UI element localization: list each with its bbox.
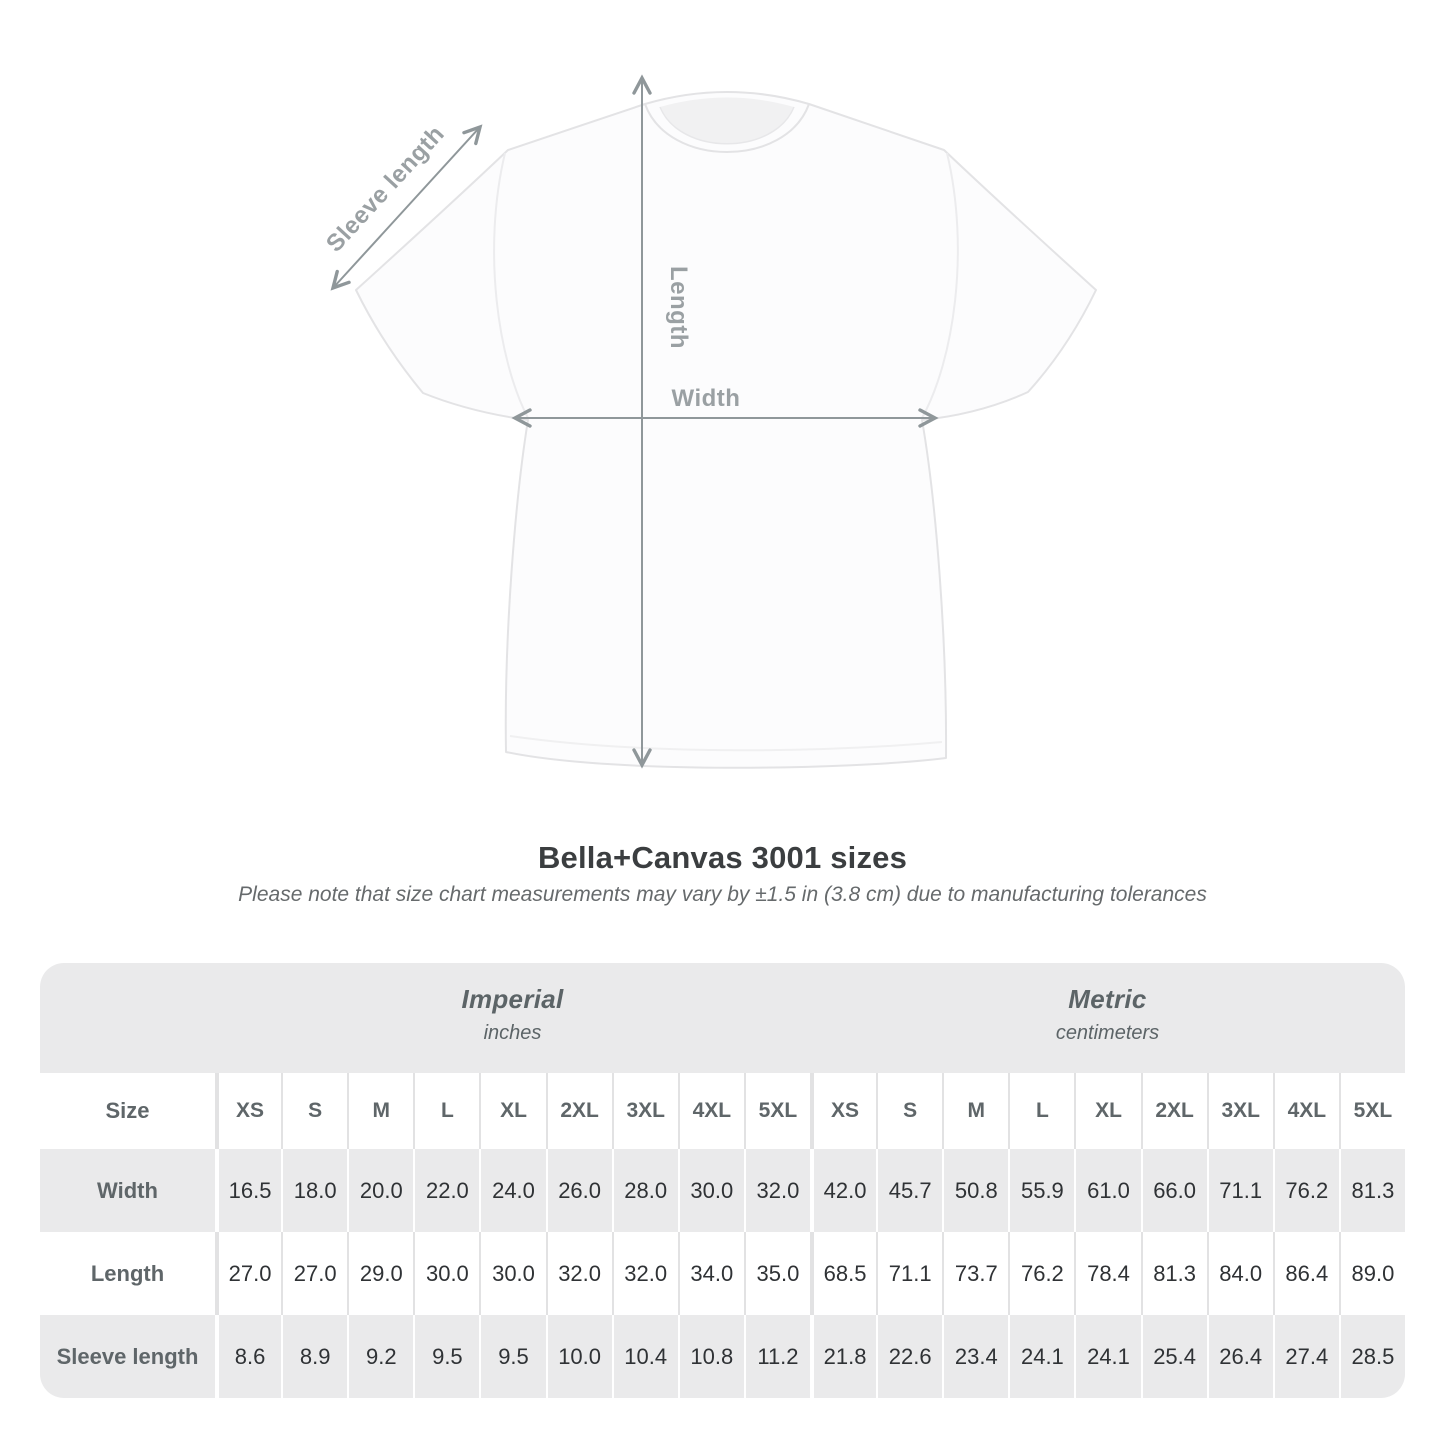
sleeve-length-value-cell: 24.1 [1074,1315,1140,1398]
size-column-header: 2XL [1141,1073,1207,1149]
width-value-cell: 20.0 [347,1149,413,1232]
width-value-cell: 26.0 [546,1149,612,1232]
unit-group-header-row [40,963,1405,1073]
sleeve-length-value-cell: 27.4 [1273,1315,1339,1398]
size-column-header: 5XL [744,1073,810,1149]
table-row-length [40,1232,1405,1315]
size-column-header: XS [215,1073,281,1149]
sleeve-length-value-cell: 11.2 [744,1315,810,1398]
sleeve-length-value-cell: 22.6 [876,1315,942,1398]
tolerance-note: Please note that size chart measurements may vary by ±1.5 in (3.8 cm) due to manufacturing tolerances [238,883,1207,906]
sleeve-length-value-cell: 8.6 [215,1315,281,1398]
tshirt-graphic [356,92,1096,768]
size-column-header: XS [810,1073,876,1149]
page-title: Bella+Canvas 3001 sizes [537,840,908,875]
length-value-cell: 71.1 [876,1232,942,1315]
length-value-cell: 29.0 [347,1232,413,1315]
sleeve-length-value-cell: 21.8 [810,1315,876,1398]
size-column-header: L [1008,1073,1074,1149]
length-value-cell: 27.0 [215,1232,281,1315]
size-column-header: XL [1074,1073,1140,1149]
width-value-cell: 61.0 [1074,1149,1140,1232]
width-value-cell: 32.0 [744,1149,810,1232]
width-value-cell: 71.1 [1207,1149,1273,1232]
sleeve-length-value-cell: 8.9 [281,1315,347,1398]
size-column-header: L [413,1073,479,1149]
sleeve-length-value-cell: 24.1 [1008,1315,1074,1398]
row-label-length: Length [40,1232,215,1315]
sleeve-length-value-cell: 23.4 [942,1315,1008,1398]
length-value-cell: 89.0 [1339,1232,1405,1315]
width-value-cell: 55.9 [1008,1149,1074,1232]
width-value-cell: 50.8 [942,1149,1008,1232]
width-value-cell: 16.5 [215,1149,281,1232]
sleeve-length-value-cell: 28.5 [1339,1315,1405,1398]
size-column-header: 4XL [678,1073,744,1149]
length-value-cell: 73.7 [942,1232,1008,1315]
length-value-cell: 78.4 [1074,1232,1140,1315]
length-value-cell: 35.0 [744,1232,810,1315]
length-value-cell: 27.0 [281,1232,347,1315]
width-value-cell: 45.7 [876,1149,942,1232]
width-value-cell: 22.0 [413,1149,479,1232]
size-column-header: 3XL [1207,1073,1273,1149]
row-label-sleeve-length: Sleeve length [40,1315,215,1398]
size-column-header: S [876,1073,942,1149]
size-column-header: XL [479,1073,545,1149]
group-header-spacer [40,963,215,1073]
size-header-row [40,1073,1405,1149]
imperial-group-header [215,963,810,1073]
length-value-cell: 34.0 [678,1232,744,1315]
table-row-sleeve-length [40,1315,1405,1398]
length-value-cell: 86.4 [1273,1232,1339,1315]
sleeve-length-value-cell: 9.5 [413,1315,479,1398]
length-value-cell: 68.5 [810,1232,876,1315]
sleeve-length-label: Sleeve length [321,120,450,258]
row-label-width: Width [40,1149,215,1232]
length-value-cell: 81.3 [1141,1232,1207,1315]
size-header-label: Size [40,1073,215,1149]
size-column-header: S [281,1073,347,1149]
width-value-cell: 42.0 [810,1149,876,1232]
sleeve-length-value-cell: 26.4 [1207,1315,1273,1398]
sleeve-length-value-cell: 10.0 [546,1315,612,1398]
width-value-cell: 24.0 [479,1149,545,1232]
sleeve-length-value-cell: 9.2 [347,1315,413,1398]
length-value-cell: 76.2 [1008,1232,1074,1315]
size-chart-table [40,963,1405,1398]
sleeve-length-value-cell: 10.4 [612,1315,678,1398]
width-value-cell: 66.0 [1141,1149,1207,1232]
sleeve-length-value-cell: 10.8 [678,1315,744,1398]
width-value-cell: 81.3 [1339,1149,1405,1232]
sleeve-length-value-cell: 25.4 [1141,1315,1207,1398]
size-column-header: 4XL [1273,1073,1339,1149]
size-column-header: M [347,1073,413,1149]
length-label: Length [665,266,692,349]
width-value-cell: 28.0 [612,1149,678,1232]
length-value-cell: 32.0 [612,1232,678,1315]
width-value-cell: 76.2 [1273,1149,1339,1232]
metric-group-unit: centimeters [1055,1021,1160,1044]
width-value-cell: 18.0 [281,1149,347,1232]
metric-group-header [810,963,1405,1073]
width-label: Width [671,385,741,412]
sleeve-length-value-cell: 9.5 [479,1315,545,1398]
width-value-cell: 30.0 [678,1149,744,1232]
size-column-header: 2XL [546,1073,612,1149]
size-column-header: 3XL [612,1073,678,1149]
size-column-header: M [942,1073,1008,1149]
table-row-width [40,1149,1405,1232]
imperial-group-title: Imperial [461,983,564,1014]
size-column-header: 5XL [1339,1073,1405,1149]
length-value-cell: 84.0 [1207,1232,1273,1315]
imperial-group-unit: inches [483,1021,542,1044]
length-value-cell: 30.0 [479,1232,545,1315]
length-value-cell: 30.0 [413,1232,479,1315]
length-value-cell: 32.0 [546,1232,612,1315]
metric-group-title: Metric [1068,983,1147,1014]
